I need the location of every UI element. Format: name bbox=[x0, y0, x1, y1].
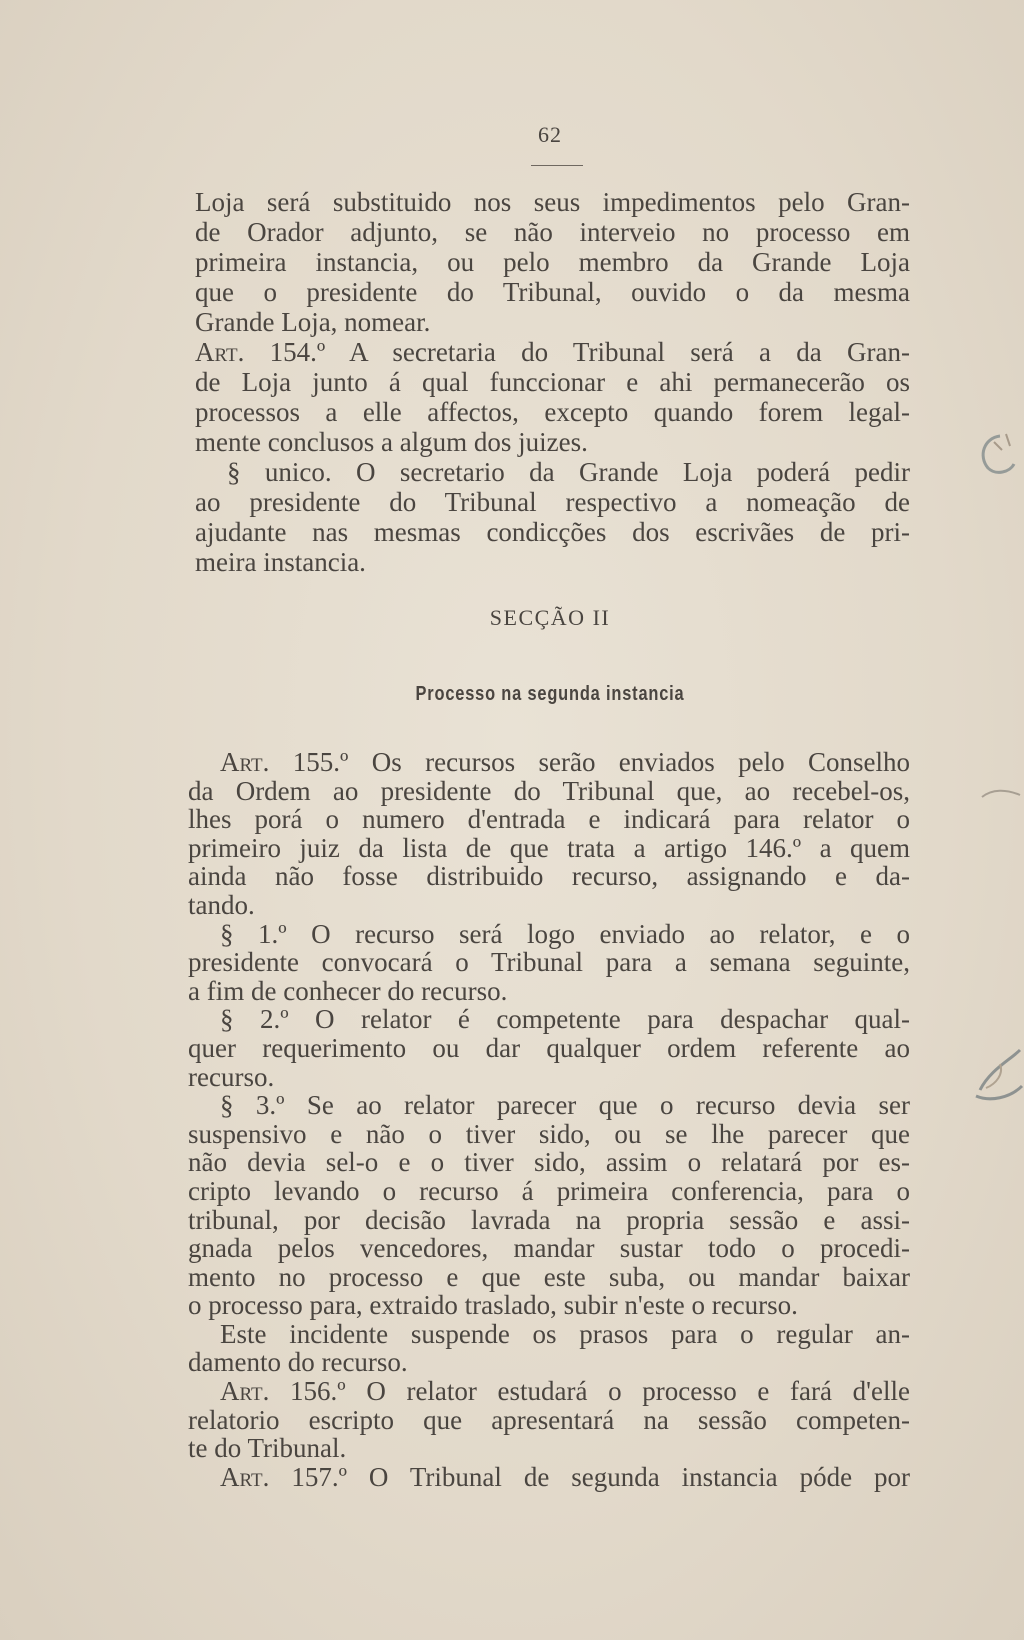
text-line: presidente convocará o Tribunal para a semana seguinte, bbox=[188, 947, 910, 978]
text-line: ainda não fosse distribuido recurso, assignando e da- bbox=[188, 861, 910, 892]
text-line: ao presidente do Tribunal respectivo a nomeação de bbox=[195, 487, 910, 517]
article-156-heading: Art. 156.º O relator estudará o processo e fará d'elle bbox=[220, 1376, 910, 1407]
article-label: Art. 154.º bbox=[195, 337, 326, 367]
text-line: primeira instancia, ou pelo membro da Grande Loja bbox=[195, 247, 910, 277]
paragraph-unico: § unico. O secretario da Grande Loja poderá pedir bbox=[227, 457, 910, 487]
text-line: o processo para, extraido traslado, subir n'este o recurso. bbox=[188, 1290, 798, 1321]
text-line: tando. bbox=[188, 889, 255, 920]
header-rule bbox=[531, 165, 583, 166]
article-label: Art. 155.º bbox=[220, 747, 349, 777]
margin-stamp-icon bbox=[970, 428, 1020, 483]
text-line: de Orador adjunto, se não interveio no processo em bbox=[195, 217, 910, 247]
text-line: gnada pelos vencedores, mandar sustar todo o procedi- bbox=[188, 1233, 910, 1264]
text-line: que o presidente do Tribunal, ouvido o da mesma bbox=[195, 277, 910, 307]
text-line: tribunal, por decisão lavrada na propria sessão e assi- bbox=[188, 1204, 910, 1235]
text-line: lhes porá o numero d'entrada e indicará para relator o bbox=[188, 804, 910, 835]
text-line: de Loja junto á qual funccionar e ahi permanecerão os bbox=[195, 367, 910, 397]
text-line: ajudante nas mesmas condicções dos escrivães de pri- bbox=[195, 517, 910, 547]
article-157-heading: Art. 157.º O Tribunal de segunda instancia póde por bbox=[220, 1461, 910, 1492]
article-label: Art. 157.º bbox=[220, 1461, 347, 1492]
article-155-heading: Art. 155.º Os recursos serão enviados pelo Conselho bbox=[220, 747, 911, 777]
text-line: processos a elle affectos, excepto quando forem legal- bbox=[195, 397, 910, 427]
section-title: SECÇÃO II bbox=[489, 605, 611, 630]
text-line: mente conclusos a algum dos juizes. bbox=[195, 427, 588, 457]
text-line: não devia sel-o e o tiver sido, assim o relatará por es- bbox=[188, 1147, 910, 1178]
text-line: a fim de conhecer do recurso. bbox=[188, 975, 508, 1006]
text-block-upper bbox=[195, 187, 910, 577]
paragraph-3: § 3.º Se ao relator parecer que o recurso devia ser bbox=[220, 1090, 910, 1121]
paragraph-1: § 1.º O recurso será logo enviado ao relator, e o bbox=[220, 918, 910, 949]
section-subtitle: Processo na segunda instancia bbox=[415, 683, 685, 705]
text-line: cripto levando o recurso á primeira conferencia, para o bbox=[188, 1175, 910, 1206]
text-line: mento no processo e que este suba, ou mandar baixar bbox=[188, 1261, 910, 1292]
article-154-heading: Art. 154.º A secretaria do Tribunal será a da Gran- bbox=[195, 337, 911, 367]
margin-mark-icon bbox=[978, 785, 1024, 805]
text-line: da Ordem ao presidente do Tribunal que, ao recebel-os, bbox=[188, 775, 910, 806]
text-line: Grande Loja, nomear. bbox=[195, 307, 431, 337]
text-line: quer requerimento ou dar qualquer ordem referente ao bbox=[188, 1032, 910, 1063]
text-line: Loja será substituido nos seus impedimentos pelo Gran- bbox=[195, 187, 910, 217]
article-label: Art. 156.º bbox=[220, 1376, 346, 1407]
page-number: 62 bbox=[538, 122, 562, 147]
text-line: primeiro juiz da lista de que trata a artigo 146.º a quem bbox=[188, 832, 910, 863]
margin-seal-icon bbox=[970, 1040, 1024, 1110]
paragraph-2: § 2.º O relator é competente para despachar qual- bbox=[220, 1004, 910, 1035]
text-line: relatorio escripto que apresentará na sessão competen- bbox=[188, 1404, 910, 1435]
text-line: te do Tribunal. bbox=[188, 1433, 347, 1464]
text-line: recurso. bbox=[188, 1061, 275, 1092]
text-block-lower bbox=[188, 748, 910, 1491]
text-line: damento do recurso. bbox=[188, 1347, 408, 1378]
text-line: meira instancia. bbox=[195, 547, 366, 577]
paragraph-este: Este incidente suspende os prasos para o regular an- bbox=[220, 1318, 910, 1349]
text-line: suspensivo e não o tiver sido, ou se lhe parecer que bbox=[188, 1118, 910, 1149]
